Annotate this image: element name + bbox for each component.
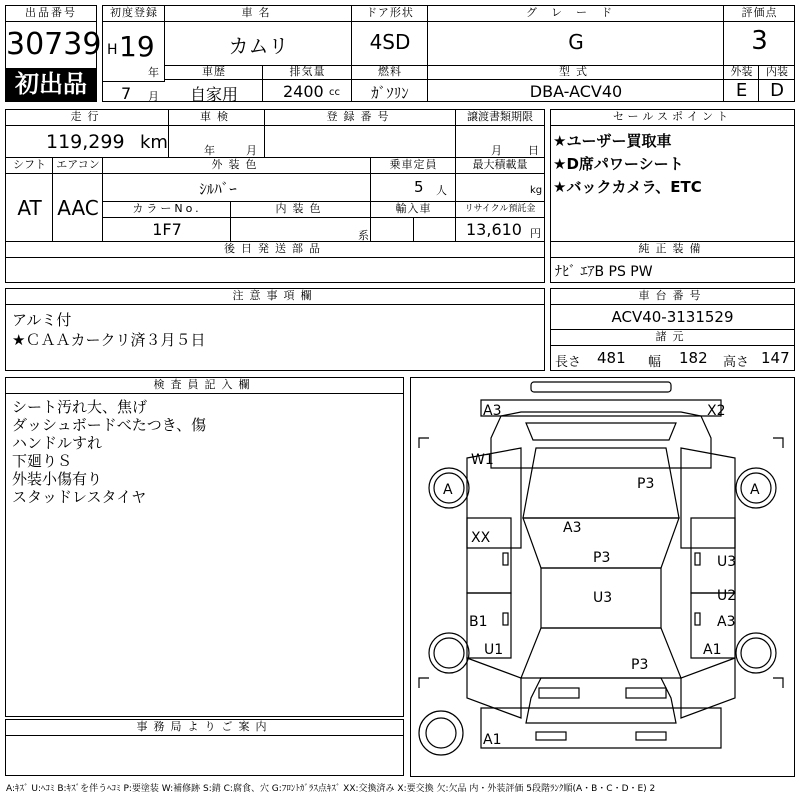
- mark-A3-right-rear: A3: [717, 614, 736, 630]
- inspection-year-unit: 年: [204, 144, 215, 157]
- mark-W1: W1: [471, 452, 494, 468]
- fuel-label: 燃料: [378, 65, 402, 78]
- mileage-label: 走行: [70, 110, 105, 123]
- score-label: 評価点: [741, 6, 778, 19]
- mark-P3-trunk: P3: [631, 657, 649, 673]
- model-value: DBA-ACV40: [529, 82, 623, 101]
- aircon-value: AAC: [57, 196, 99, 220]
- later-parts-label: 後日発送部品: [224, 242, 326, 255]
- chassis-value: ACV40-3131529: [611, 308, 734, 326]
- max-load-unit: kg: [530, 185, 543, 196]
- shift-value: AT: [17, 196, 42, 220]
- mark-A1-rear: A1: [483, 732, 502, 748]
- office-box: [5, 719, 404, 776]
- sales-points-label: セールスポイント: [551, 110, 794, 126]
- first-reg-year-unit: 年: [148, 66, 159, 79]
- inspector-note-2: ダッシュボードべたつき、傷: [12, 416, 207, 434]
- mark-A-right-wheel: A: [750, 482, 760, 498]
- inspector-label: 検査員記入欄: [6, 378, 403, 394]
- ext-color-value: ｼﾙﾊﾞｰ: [199, 180, 237, 198]
- inspector-note-1: シート汚れ大、焦げ: [12, 398, 148, 416]
- note-2: ★ＣＡＡカークリ済３月５日: [12, 331, 206, 349]
- lot-number: 30739: [6, 27, 102, 62]
- notes-box: [5, 288, 545, 371]
- note-1: アルミ付: [12, 311, 72, 329]
- grade-label: グレード: [526, 6, 626, 19]
- mark-P3-hood: P3: [637, 476, 655, 492]
- first-reg-month: 7: [121, 84, 132, 103]
- transfer-label: 譲渡書類期限: [467, 110, 533, 123]
- legend: A:ｷｽﾞ U:ﾍｺﾐ B:ｷｽﾞを伴うﾍｺﾐ P:要塗装 W:補修跡 S:錆 C:腐食、穴 G:ﾌﾛﾝﾄｶﾞﾗｽ点ｷｽﾞ XX:交換済み X:要交換 欠:欠品 内・外装評価 5段階ﾗﾝｸ順(A・B・C・D・E) 2: [6, 784, 656, 794]
- first-reg-label: 初度登録: [110, 6, 158, 19]
- inspector-note-3: ハンドルすれ: [12, 434, 103, 452]
- mark-A3-windshield: A3: [563, 520, 582, 536]
- inspector-note-5: 外装小傷有り: [12, 470, 103, 488]
- first-reg-month-unit: 月: [148, 90, 159, 103]
- mark-P3-roof: P3: [593, 550, 611, 566]
- car-name-value: カムリ: [228, 34, 289, 58]
- int-color-unit: 系: [358, 229, 369, 242]
- ext-color-label: 外装色: [211, 158, 263, 171]
- height-value: 147: [761, 349, 790, 367]
- mark-X2: X2: [707, 403, 726, 419]
- mark-B1: B1: [469, 614, 488, 630]
- import-label: 輸入車: [395, 202, 432, 215]
- capacity-unit: 人: [436, 184, 447, 197]
- fuel-value: ｶﾞｿﾘﾝ: [371, 84, 409, 102]
- chassis-box: [550, 288, 795, 371]
- history-value: 自家用: [189, 85, 238, 104]
- exterior-grade-value: E: [735, 80, 748, 101]
- transfer-day-unit: 日: [528, 144, 539, 157]
- first-listing-badge: 初出品: [6, 68, 96, 101]
- mark-U3-right-door: U3: [717, 554, 737, 570]
- inspector-note-4: 下廻りＳ: [12, 452, 73, 470]
- car-diagram: [410, 377, 795, 777]
- door-label: ドア形状: [366, 6, 414, 19]
- length-label: 長さ: [555, 355, 582, 370]
- mark-A1-right: A1: [703, 642, 722, 658]
- width-label: 幅: [648, 355, 662, 370]
- office-label: 事務局よりご案内: [6, 720, 403, 736]
- inspector-note-6: スタッドレスタイヤ: [12, 488, 147, 506]
- history-label: 車歴: [202, 65, 226, 78]
- equipment-label: 純正装備: [551, 242, 794, 258]
- displacement-label: 排気量: [289, 65, 326, 78]
- inspection-month-unit: 月: [246, 144, 257, 157]
- inspection-label: 車検: [200, 110, 234, 123]
- sales-point-3: ★バックカメラ、ETC: [553, 178, 702, 196]
- recycle-unit: 円: [530, 227, 541, 240]
- mark-XX: XX: [471, 530, 491, 546]
- score-value: 3: [751, 26, 768, 56]
- mileage-unit: km: [140, 132, 168, 153]
- max-load-label: 最大積載量: [472, 158, 528, 171]
- capacity-label: 乗車定員: [389, 158, 438, 171]
- first-reg-year: 19: [119, 30, 155, 63]
- door-value: 4SD: [369, 30, 411, 54]
- recycle-label: リサイクル預託金: [464, 204, 536, 214]
- dims-label: 諸元: [551, 330, 794, 346]
- first-reg-era: H: [107, 42, 118, 58]
- car-name-label: 車名: [241, 6, 276, 19]
- equipment-value: ﾅﾋﾞ ｴｱB PS PW: [555, 264, 653, 280]
- lot-label: 出品番号: [6, 6, 96, 22]
- height-label: 高さ: [723, 355, 750, 370]
- color-no-label: カラーNo.: [132, 202, 202, 215]
- grade-value: G: [568, 30, 584, 54]
- interior-grade-value: D: [770, 80, 784, 101]
- sales-point-2: ★D席パワーシート: [553, 155, 684, 173]
- model-label: 型式: [559, 65, 593, 78]
- interior-grade-label: 内装: [766, 65, 788, 78]
- mark-A3-front: A3: [483, 403, 502, 419]
- vehicle-info-box: [5, 109, 545, 283]
- recycle-value: 13,610: [466, 220, 522, 239]
- notes-label: 注意事項欄: [6, 289, 544, 305]
- mark-U2: U2: [717, 588, 737, 604]
- mark-A-left-wheel: A: [443, 482, 453, 498]
- mileage-value: 119,299: [46, 131, 125, 153]
- width-value: 182: [679, 349, 708, 367]
- lot-box: [5, 5, 102, 102]
- aircon-label: エアコン: [56, 158, 100, 171]
- int-color-label: 内装色: [275, 202, 327, 215]
- sales-point-1: ★ユーザー買取車: [553, 132, 672, 150]
- transfer-month-unit: 月: [491, 144, 502, 157]
- displacement-unit: cc: [329, 87, 340, 98]
- exterior-grade-label: 外装: [730, 65, 753, 78]
- sales-points-box: [550, 109, 795, 283]
- color-no-value: 1F7: [152, 220, 182, 239]
- length-value: 481: [597, 349, 626, 367]
- mark-U1: U1: [484, 642, 504, 658]
- top-info-box: [102, 5, 795, 102]
- shift-label: シフト: [13, 158, 46, 171]
- displacement-value: 2400: [283, 82, 324, 101]
- car-diagram-svg: [411, 378, 794, 776]
- mark-U3-roof: U3: [593, 590, 613, 606]
- inspector-box: [5, 377, 404, 717]
- capacity-value: 5: [414, 178, 424, 196]
- reg-number-label: 登録番号: [326, 110, 395, 123]
- chassis-label: 車台番号: [551, 289, 794, 305]
